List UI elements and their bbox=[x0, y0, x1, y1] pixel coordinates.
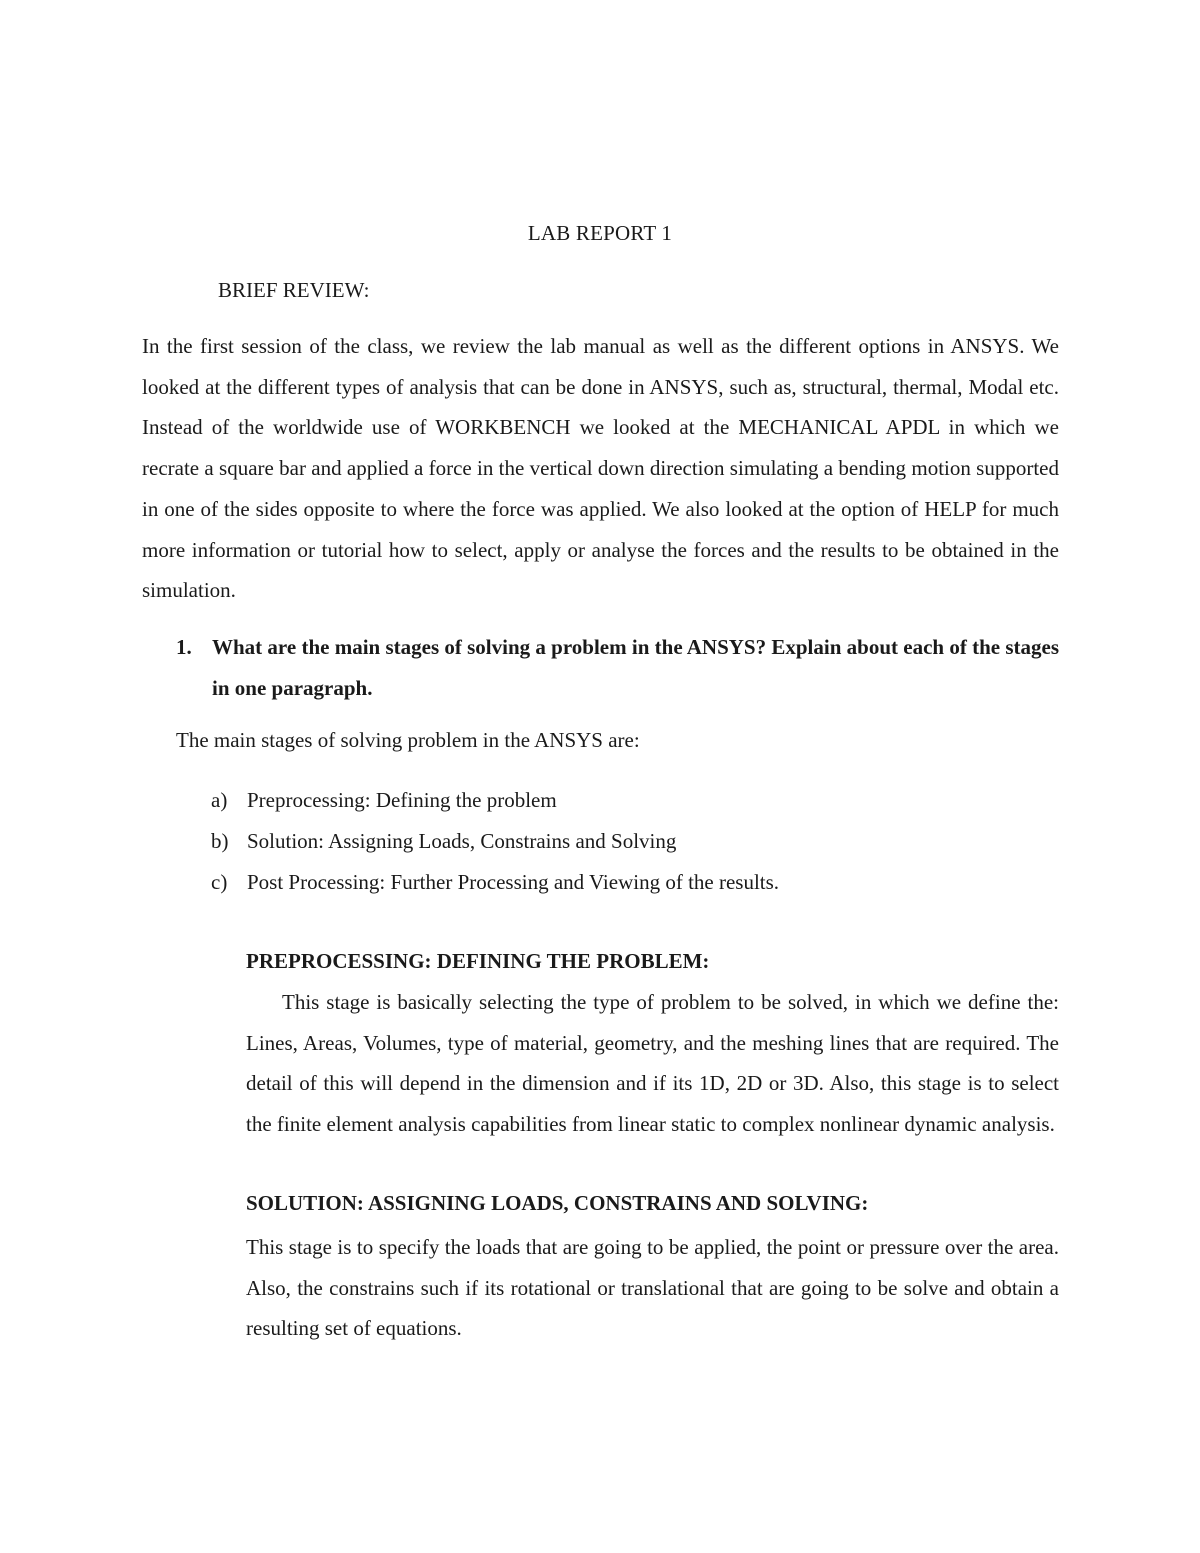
solution-heading: SOLUTION: ASSIGNING LOADS, CONSTRAINS AND SOLVING: bbox=[246, 1191, 869, 1215]
solution-paragraph: This stage is to specify the loads that are going to be applied, the point or pressure over the area. Also, the constrains such if its rotational or translational that are going to be solve and obtain a resulting set of equations. bbox=[246, 1235, 1059, 1341]
question-number: 1. bbox=[176, 635, 192, 659]
list-item bbox=[211, 864, 779, 905]
question-1 bbox=[142, 627, 1059, 708]
list-item-letter: b) bbox=[211, 829, 229, 853]
list-item-text: Solution: Assigning Loads, Constrains and Solving bbox=[247, 829, 677, 853]
list-item-letter: a) bbox=[211, 788, 228, 812]
list-item bbox=[211, 823, 779, 864]
preprocessing-heading: PREPROCESSING: DEFINING THE PROBLEM: bbox=[246, 949, 710, 973]
stages-intro: The main stages of solving problem in the ANSYS are: bbox=[176, 728, 640, 752]
list-item-text: Preprocessing: Defining the problem bbox=[247, 788, 557, 812]
question-text: What are the main stages of solving a problem in the ANSYS? Explain about each of the stages in one paragraph. bbox=[212, 635, 1059, 700]
preprocessing-text: This stage is basically selecting the type of problem to be solved, in which we define the: Lines, Areas, Volumes, type of material, geometry, and the meshing lines that are required. The detail of this will depend in the dimension and if its 1D, 2D or 3D. Also, this stage is to select the finite element analysis capabilities from linear static to complex nonlinear dynamic analysis. bbox=[246, 990, 1059, 1137]
preprocessing-paragraph bbox=[246, 982, 1059, 1145]
brief-review-paragraph: In the first session of the class, we review the lab manual as well as the different options in ANSYS. We looked at the different types of analysis that can be done in ANSYS, such as, structural, thermal, Modal etc. Instead of the worldwide use of WORKBENCH we looked at the MECHANICAL APDL in which we recrate a square bar and applied a force in the vertical down direction simulating a bending motion supported in one of the sides opposite to where the force was applied. We also looked at the option of HELP for much more information or tutorial how to select, apply or analyse the forces and the results to be obtained in the simulation. bbox=[142, 334, 1059, 603]
list-item-text: Post Processing: Further Processing and Viewing of the results. bbox=[247, 870, 780, 894]
brief-review-heading: BRIEF REVIEW: bbox=[218, 278, 370, 302]
document-title: LAB REPORT 1 bbox=[527, 221, 673, 245]
list-item bbox=[211, 782, 779, 823]
stages-list bbox=[211, 782, 779, 905]
list-item-letter: c) bbox=[211, 870, 228, 894]
